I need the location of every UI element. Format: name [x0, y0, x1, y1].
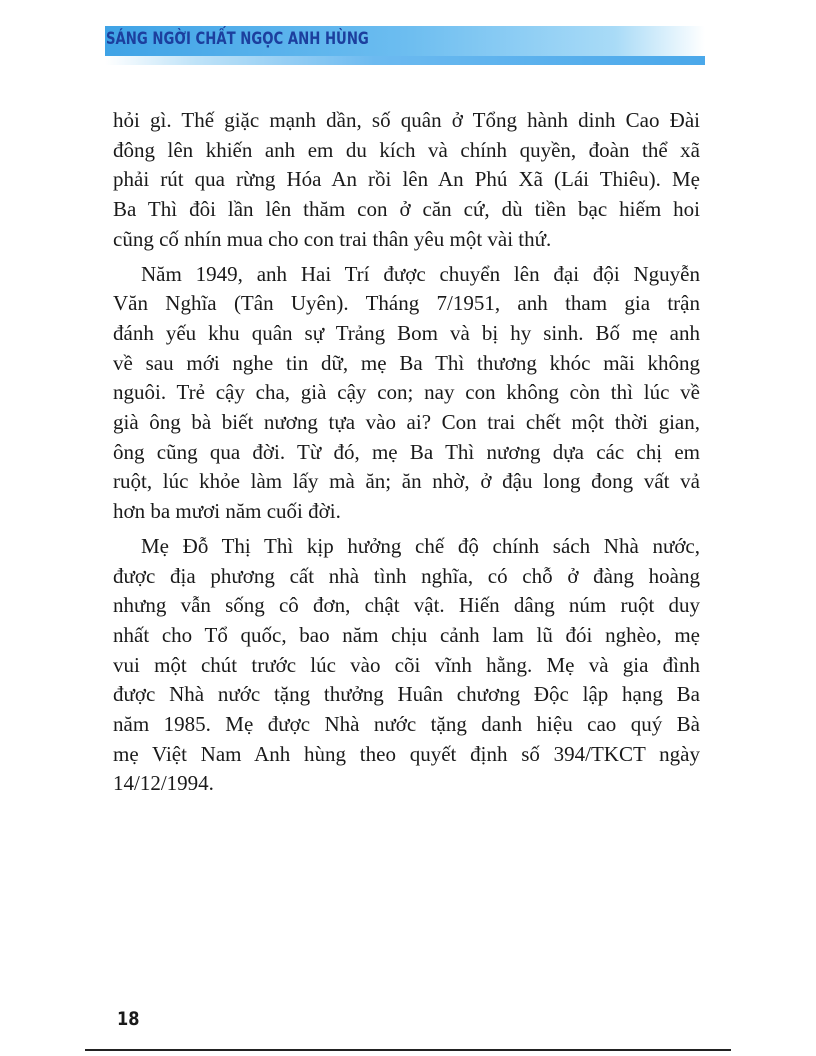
text-line: vui một chút trước lúc vào cõi vĩnh hằng. Mẹ và gia đình — [113, 652, 700, 677]
text-line: ruột, lúc khỏe làm lấy mà ăn; ăn nhờ, ở đậu long đong vất vả — [113, 469, 700, 494]
page-number: 18 — [117, 1008, 140, 1030]
footer-rule — [85, 1049, 731, 1051]
text-line: Văn Nghĩa (Tân Uyên). Tháng 7/1951, anh tham gia trận — [113, 291, 700, 316]
text-line: cũng cố nhín mua cho con trai thân yêu một vài thứ. — [113, 226, 552, 251]
header-banner-strip — [105, 56, 705, 65]
paragraph — [113, 260, 700, 527]
text-line: về sau mới nghe tin dữ, mẹ Ba Thì thương khóc mãi không — [113, 350, 700, 375]
text-line: Ba Thì đôi lần lên thăm con ở căn cứ, dù tiền bạc hiếm hoi — [113, 197, 700, 222]
text-line: đông lên khiến anh em du kích và chính quyền, đoàn thể xã — [113, 137, 700, 162]
text-line: phải rút qua rừng Hóa An rồi lên An Phú Xã (Lái Thiêu). Mẹ — [113, 167, 700, 192]
text-line: nguôi. Trẻ cậy cha, già cậy con; nay con không còn thì lúc về — [113, 380, 700, 405]
text-line: năm 1985. Mẹ được Nhà nước tặng danh hiệu cao quý Bà — [113, 712, 700, 737]
text-line: đánh yếu khu quân sự Trảng Bom và bị hy sinh. Bố mẹ anh — [113, 320, 700, 345]
paragraph — [113, 532, 700, 799]
text-line: ông cũng qua đời. Từ đó, mẹ Ba Thì nương dựa các chị em — [113, 439, 700, 464]
text-line: mẹ Việt Nam Anh hùng theo quyết định số 394/TKCT ngày — [113, 741, 700, 766]
text-line: Mẹ Đỗ Thị Thì kịp hưởng chế độ chính sách Nhà nước, — [141, 533, 700, 558]
text-line: hơn ba mươi năm cuối đời. — [113, 499, 341, 524]
text-line: 14/12/1994. — [113, 771, 214, 796]
text-line: được địa phương cất nhà tình nghĩa, có chỗ ở đàng hoàng — [113, 563, 700, 588]
text-line: Năm 1949, anh Hai Trí được chuyển lên đại đội Nguyễn — [141, 261, 700, 286]
body-text — [113, 106, 700, 804]
running-header-title: SÁNG NGỜI CHẤT NGỌC ANH HÙNG — [106, 29, 369, 49]
text-line: hỏi gì. Thế giặc mạnh dần, số quân ở Tổng hành dinh Cao Đài — [113, 108, 700, 132]
paragraph — [113, 106, 700, 255]
text-line: nhất cho Tổ quốc, bao năm chịu cảnh lam lũ đói nghèo, mẹ — [113, 622, 700, 647]
text-line: già ông bà biết nương tựa vào ai? Con trai chết một thời gian, — [113, 410, 700, 435]
text-line: nhưng vẫn sống cô đơn, chật vật. Hiến dâng núm ruột duy — [113, 593, 700, 618]
text-line: được Nhà nước tặng thưởng Huân chương Độc lập hạng Ba — [113, 682, 700, 707]
